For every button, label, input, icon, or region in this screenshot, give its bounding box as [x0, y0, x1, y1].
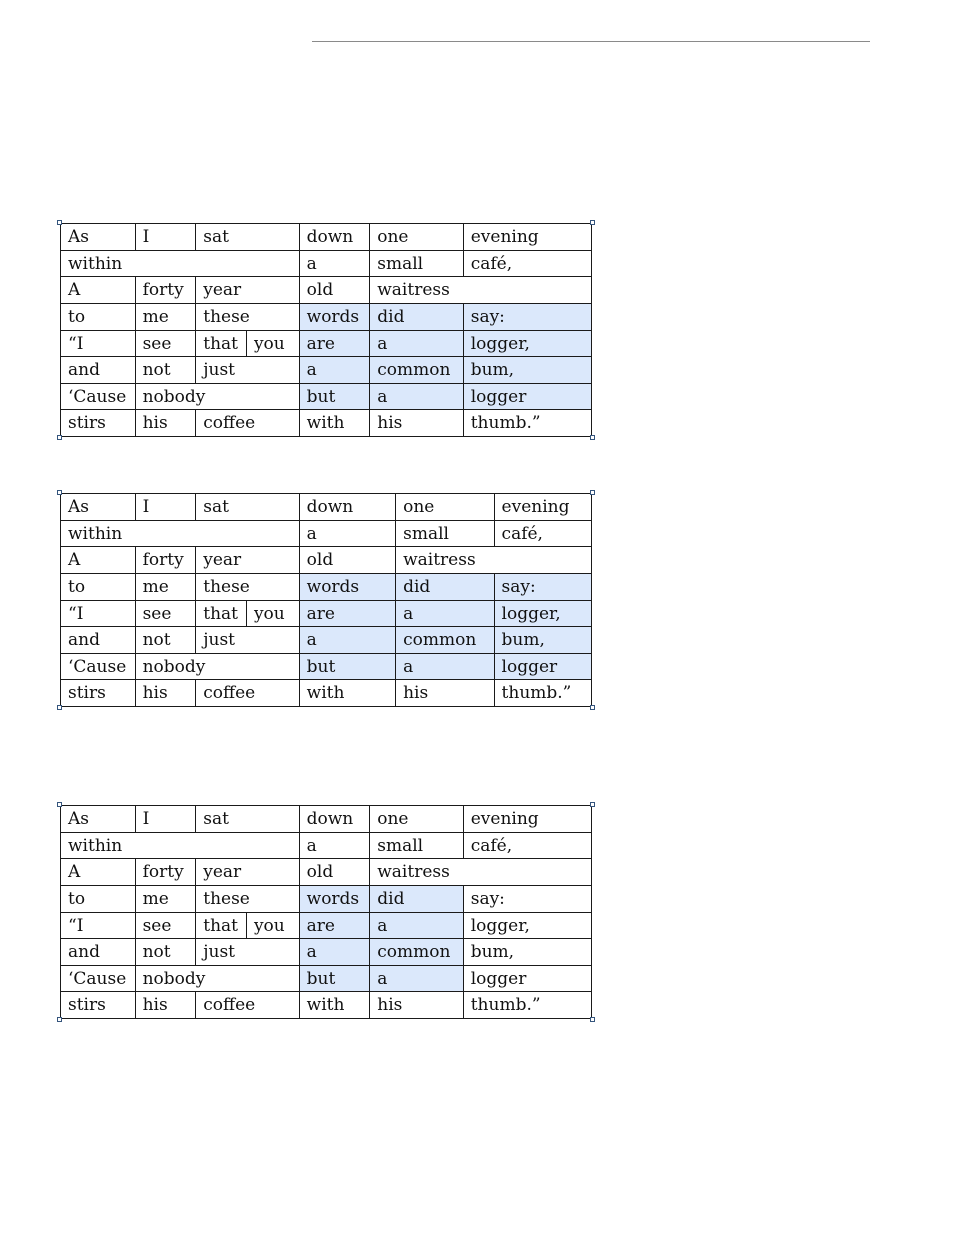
table-cell[interactable]: thumb.”	[495, 680, 592, 707]
table-cell[interactable]: did	[396, 574, 494, 601]
table-cell[interactable]: you	[247, 913, 300, 940]
word-table-1[interactable]	[60, 223, 592, 437]
table-cell[interactable]: and	[61, 357, 136, 384]
table-cell[interactable]: forty	[136, 547, 197, 574]
table-cell[interactable]: down	[300, 806, 371, 833]
table-cell[interactable]: with	[300, 680, 396, 707]
table-cell[interactable]: stirs	[61, 992, 136, 1019]
table-cell[interactable]: bum,	[495, 627, 592, 654]
table-cell[interactable]: his	[136, 410, 197, 437]
table-cell[interactable]: these	[196, 574, 299, 601]
table-cell[interactable]: to	[61, 886, 136, 913]
table-cell[interactable]: a	[370, 331, 463, 358]
table-cell[interactable]: café,	[495, 521, 592, 548]
resize-handle-bottom-left[interactable]	[57, 435, 62, 440]
table-cell[interactable]: common	[370, 357, 463, 384]
table-cell[interactable]: words	[300, 304, 371, 331]
table-cell[interactable]: As	[61, 494, 136, 521]
table-cell[interactable]: me	[136, 574, 197, 601]
table-cell[interactable]: you	[247, 601, 300, 628]
table-cell[interactable]: his	[136, 992, 197, 1019]
table-cell[interactable]: old	[300, 859, 371, 886]
table-cell[interactable]: these	[196, 886, 299, 913]
table-cell[interactable]: logger,	[495, 601, 592, 628]
table-cell[interactable]: café,	[464, 833, 592, 860]
table-cell[interactable]: are	[300, 601, 396, 628]
table-cell[interactable]: his	[370, 410, 463, 437]
table-cell[interactable]: his	[396, 680, 494, 707]
table-cell[interactable]: logger,	[464, 331, 592, 358]
table-cell[interactable]: coffee	[196, 410, 299, 437]
table-cell[interactable]: small	[370, 833, 463, 860]
table-cell[interactable]: me	[136, 304, 197, 331]
header-rule	[312, 41, 870, 42]
table-cell[interactable]: waitress	[370, 277, 592, 304]
table-cell[interactable]: but	[300, 384, 371, 411]
table-cell[interactable]: to	[61, 574, 136, 601]
table-cell[interactable]: down	[300, 494, 396, 521]
table-cell[interactable]: a	[300, 251, 371, 278]
table-cell[interactable]: one	[370, 806, 463, 833]
table-cell[interactable]: not	[136, 939, 197, 966]
table-cell[interactable]: words	[300, 574, 396, 601]
table-cell[interactable]: but	[300, 966, 371, 993]
table-cell[interactable]: evening	[464, 224, 592, 251]
table-cell[interactable]: are	[300, 331, 371, 358]
table-cell[interactable]: ‘Cause	[61, 966, 136, 993]
table-cell[interactable]: logger,	[464, 913, 592, 940]
table-cell[interactable]: thumb.”	[464, 992, 592, 1019]
table-cell[interactable]: common	[396, 627, 494, 654]
table-cell[interactable]: down	[300, 224, 371, 251]
table-cell[interactable]: see	[136, 913, 197, 940]
table-cell[interactable]: small	[396, 521, 494, 548]
table-cell[interactable]: old	[300, 547, 396, 574]
table-cell[interactable]: sat	[196, 806, 299, 833]
resize-handle-top-right[interactable]	[590, 490, 595, 495]
table-cell[interactable]: “I	[61, 331, 136, 358]
table-cell[interactable]: you	[247, 331, 300, 358]
word-table-3[interactable]	[60, 805, 592, 1019]
resize-handle-top-left[interactable]	[57, 490, 62, 495]
table-cell[interactable]: “I	[61, 601, 136, 628]
table-cell[interactable]: waitress	[396, 547, 592, 574]
resize-handle-top-right[interactable]	[590, 220, 595, 225]
table-cell[interactable]: thumb.”	[464, 410, 592, 437]
table-cell[interactable]: I	[136, 806, 197, 833]
table-cell[interactable]: say:	[464, 886, 592, 913]
table-cell[interactable]: that	[196, 331, 247, 358]
table-cell[interactable]: say:	[495, 574, 592, 601]
table-cell[interactable]: café,	[464, 251, 592, 278]
table-cell[interactable]: logger	[464, 384, 592, 411]
table-cell[interactable]: nobody	[136, 654, 300, 681]
table-cell[interactable]: to	[61, 304, 136, 331]
table-cell[interactable]: within	[61, 833, 300, 860]
table-cell[interactable]: A	[61, 859, 136, 886]
resize-handle-bottom-right[interactable]	[590, 705, 595, 710]
table-cell[interactable]: stirs	[61, 410, 136, 437]
resize-handle-top-right[interactable]	[590, 802, 595, 807]
table-cell[interactable]: a	[396, 654, 494, 681]
table-cell[interactable]: and	[61, 627, 136, 654]
table-cell[interactable]: but	[300, 654, 396, 681]
table-cell[interactable]: forty	[136, 859, 197, 886]
table-cell[interactable]: see	[136, 601, 197, 628]
table-cell[interactable]: nobody	[136, 384, 300, 411]
table-cell[interactable]: a	[300, 627, 396, 654]
table-cell[interactable]: see	[136, 331, 197, 358]
resize-handle-bottom-left[interactable]	[57, 705, 62, 710]
table-cell[interactable]: waitress	[370, 859, 592, 886]
table-cell[interactable]: a	[370, 913, 463, 940]
table-cell[interactable]: a	[300, 833, 371, 860]
table-cell[interactable]: one	[370, 224, 463, 251]
table-cell[interactable]: a	[370, 384, 463, 411]
table-cell[interactable]: As	[61, 806, 136, 833]
table-cell[interactable]: just	[196, 939, 299, 966]
table-cell[interactable]: a	[300, 939, 371, 966]
table-cell[interactable]: ‘Cause	[61, 654, 136, 681]
table-cell[interactable]: are	[300, 913, 371, 940]
table-cell[interactable]: common	[370, 939, 463, 966]
table-cell[interactable]: year	[196, 547, 299, 574]
table-cell[interactable]: sat	[196, 494, 299, 521]
table-cell[interactable]: a	[396, 601, 494, 628]
table-cell[interactable]: with	[300, 992, 371, 1019]
table-cell[interactable]: did	[370, 304, 463, 331]
table-cell[interactable]: I	[136, 224, 197, 251]
table-cell[interactable]: forty	[136, 277, 197, 304]
table-cell[interactable]: say:	[464, 304, 592, 331]
table-cell[interactable]: old	[300, 277, 371, 304]
table-cell[interactable]: did	[370, 886, 463, 913]
table-cell[interactable]: not	[136, 627, 197, 654]
table-cell[interactable]: sat	[196, 224, 299, 251]
table-cell[interactable]: his	[136, 680, 197, 707]
table-cell[interactable]: a	[370, 966, 463, 993]
table-cell[interactable]: coffee	[196, 992, 299, 1019]
table-cell[interactable]: evening	[464, 806, 592, 833]
table-cell[interactable]: that	[196, 913, 247, 940]
resize-handle-bottom-right[interactable]	[590, 1017, 595, 1022]
table-cell[interactable]: “I	[61, 913, 136, 940]
table-cell[interactable]: these	[196, 304, 299, 331]
table-cell[interactable]: nobody	[136, 966, 300, 993]
resize-handle-bottom-right[interactable]	[590, 435, 595, 440]
table-cell[interactable]: one	[396, 494, 494, 521]
table-cell[interactable]: ‘Cause	[61, 384, 136, 411]
table-grid	[60, 493, 592, 707]
table-cell[interactable]: logger	[464, 966, 592, 993]
table-cell[interactable]: bum,	[464, 939, 592, 966]
table-cell[interactable]: I	[136, 494, 197, 521]
table-cell[interactable]: bum,	[464, 357, 592, 384]
table-cell[interactable]: logger	[495, 654, 592, 681]
table-cell[interactable]: not	[136, 357, 197, 384]
table-cell[interactable]: just	[196, 357, 299, 384]
table-cell[interactable]: words	[300, 886, 371, 913]
resize-handle-top-left[interactable]	[57, 220, 62, 225]
table-cell[interactable]: year	[196, 277, 299, 304]
table-cell[interactable]: just	[196, 627, 299, 654]
table-cell[interactable]: year	[196, 859, 299, 886]
table-cell[interactable]: and	[61, 939, 136, 966]
word-table-2[interactable]	[60, 493, 592, 707]
resize-handle-bottom-left[interactable]	[57, 1017, 62, 1022]
table-cell[interactable]: stirs	[61, 680, 136, 707]
resize-handle-top-left[interactable]	[57, 802, 62, 807]
table-grid	[60, 223, 592, 437]
table-grid	[60, 805, 592, 1019]
table-cell[interactable]: with	[300, 410, 371, 437]
table-cell[interactable]: As	[61, 224, 136, 251]
table-cell[interactable]: coffee	[196, 680, 299, 707]
table-cell[interactable]: his	[370, 992, 463, 1019]
table-cell[interactable]: within	[61, 521, 300, 548]
table-cell[interactable]: a	[300, 357, 371, 384]
table-cell[interactable]: within	[61, 251, 300, 278]
table-cell[interactable]: evening	[495, 494, 592, 521]
table-cell[interactable]: A	[61, 547, 136, 574]
table-cell[interactable]: that	[196, 601, 247, 628]
table-cell[interactable]: small	[370, 251, 463, 278]
table-cell[interactable]: a	[300, 521, 396, 548]
table-cell[interactable]: me	[136, 886, 197, 913]
table-cell[interactable]: A	[61, 277, 136, 304]
